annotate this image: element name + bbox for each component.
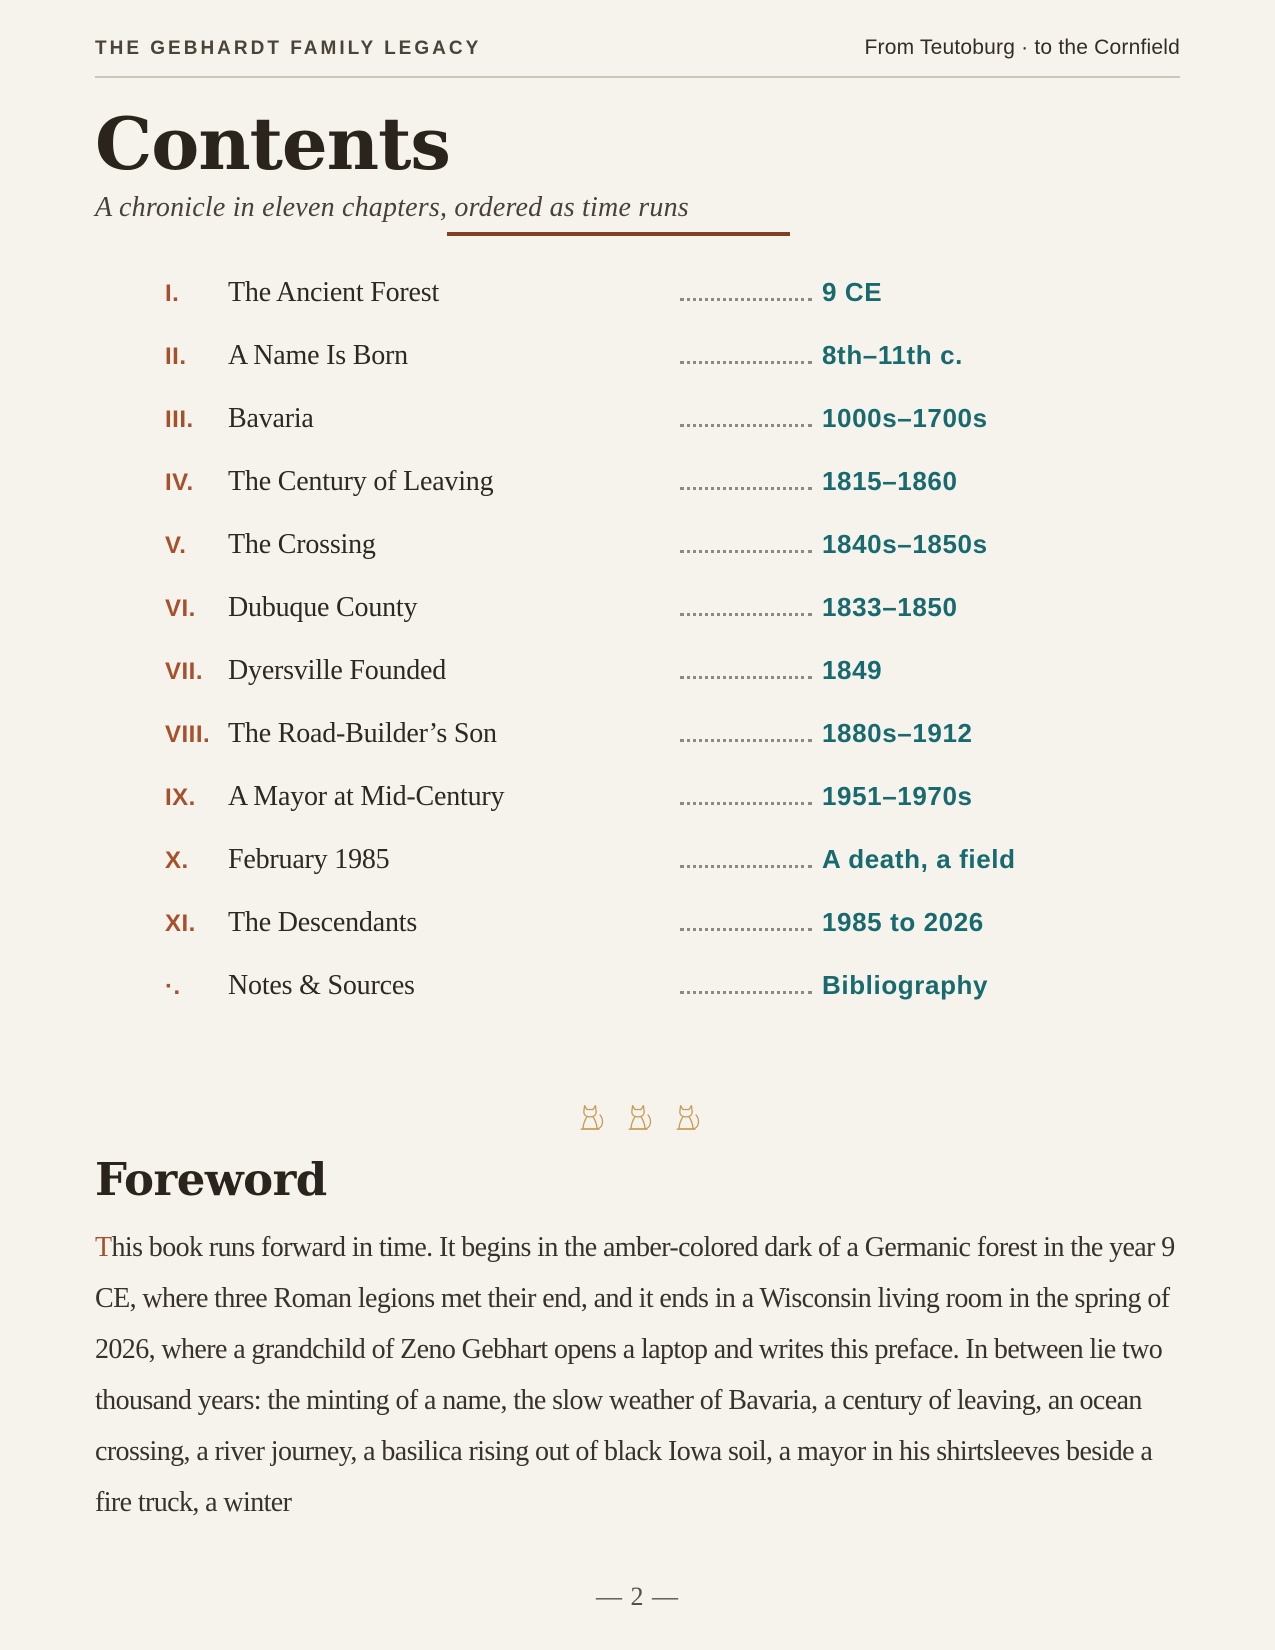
foreword-text: his book runs forward in time. It begins in the amber-colored dark of a Germanic forest in the year 9 CE, where three Roman legions met their end, and it ends in a Wisconsin living room in the spring of 2026, where a grandchild of Zeno Gebhart opens a laptop and writes this preface. In between lie two thousand years: the minting of a name, the slow weather of Bavaria, a century of leaving, an ocean crossing, a river journey, a basilica rising out of black Iowa soil, a mayor in his shirtsleeves beside a fire truck, a winter [95,1231,1175,1518]
toc-dot-leader [680,739,812,742]
contents-subtitle: A chronicle in eleven chapters, ordered as time runs [95,191,689,223]
toc-row [95,591,1180,625]
toc-row [95,654,1180,688]
toc-row [95,402,1180,436]
foreword-heading: Foreword [95,1152,327,1206]
toc-numeral: X. [165,846,189,874]
toc-entry-title: The Crossing [228,528,376,560]
toc-entry-title: A Mayor at Mid-Century [228,780,505,812]
toc-dot-leader [680,298,812,301]
toc-numeral: ·. [165,972,181,1000]
toc-numeral: III. [165,405,194,433]
toc-numeral: XI. [165,909,196,937]
toc-entry-date: 1833–1850 [822,591,958,622]
toc-entry-title: Notes & Sources [228,969,415,1001]
accent-rule [447,232,790,236]
toc-dot-leader [680,487,812,490]
toc-entry-date: Bibliography [822,969,989,1000]
toc-entry-title: Dubuque County [228,591,418,623]
toc-entry-date: 1840s–1850s [822,528,988,559]
cat-ornament-icon [621,1101,655,1135]
toc-numeral: VI. [165,594,196,622]
section-ornament [95,1101,1180,1135]
toc-numeral: II. [165,342,187,370]
toc-entry-date: 1985 to 2026 [822,906,984,937]
toc-entry-title: The Road-Builder’s Son [228,717,497,749]
toc-entry-title: The Descendants [228,906,418,938]
toc-row [95,969,1180,1003]
toc-row [95,528,1180,562]
toc-numeral: VII. [165,657,204,685]
page-number: — 2 — [596,1582,679,1611]
toc-entry-title: Dyersville Founded [228,654,447,686]
toc-entry-title: A Name Is Born [228,339,408,371]
toc-row [95,339,1180,373]
toc-dot-leader [680,676,812,679]
book-subtitle: From Teutoburg · to the Cornfield [864,36,1180,59]
toc-row [95,276,1180,310]
toc-dot-leader [680,550,812,553]
toc-dot-leader [680,928,812,931]
toc-numeral: VIII. [165,720,211,748]
toc-dot-leader [680,361,812,364]
toc-dot-leader [680,424,812,427]
toc-row [95,906,1180,940]
toc-row [95,717,1180,751]
table-of-contents [95,276,1180,1003]
toc-entry-date: 9 CE [822,276,883,307]
toc-entry-date: 8th–11th c. [822,339,963,370]
cat-ornament-icon [669,1101,703,1135]
toc-entry-title: Bavaria [228,402,314,434]
toc-entry-title: February 1985 [228,843,390,875]
running-header [95,36,1180,78]
toc-dot-leader [680,865,812,868]
toc-entry-title: The Century of Leaving [228,465,494,497]
toc-entry-date: 1000s–1700s [822,402,988,433]
contents-heading: Contents [95,101,450,186]
toc-numeral: V. [165,531,187,559]
toc-row [95,843,1180,877]
toc-entry-date: 1849 [822,654,883,685]
cat-ornament-icon [573,1101,607,1135]
toc-row [95,465,1180,499]
toc-dot-leader [680,802,812,805]
toc-entry-title: The Ancient Forest [228,276,440,308]
toc-dot-leader [680,991,812,994]
drop-cap-initial: T [95,1231,112,1263]
book-series-title: THE GEBHARDT FAMILY LEGACY [95,38,482,59]
toc-numeral: I. [165,279,180,307]
toc-dot-leader [680,613,812,616]
toc-entry-date: 1815–1860 [822,465,958,496]
foreword-paragraph [95,1222,1180,1528]
toc-numeral: IV. [165,468,194,496]
toc-entry-date: A death, a field [822,843,1016,874]
toc-entry-date: 1951–1970s [822,780,973,811]
toc-numeral: IX. [165,783,196,811]
toc-entry-date: 1880s–1912 [822,717,973,748]
toc-row [95,780,1180,814]
